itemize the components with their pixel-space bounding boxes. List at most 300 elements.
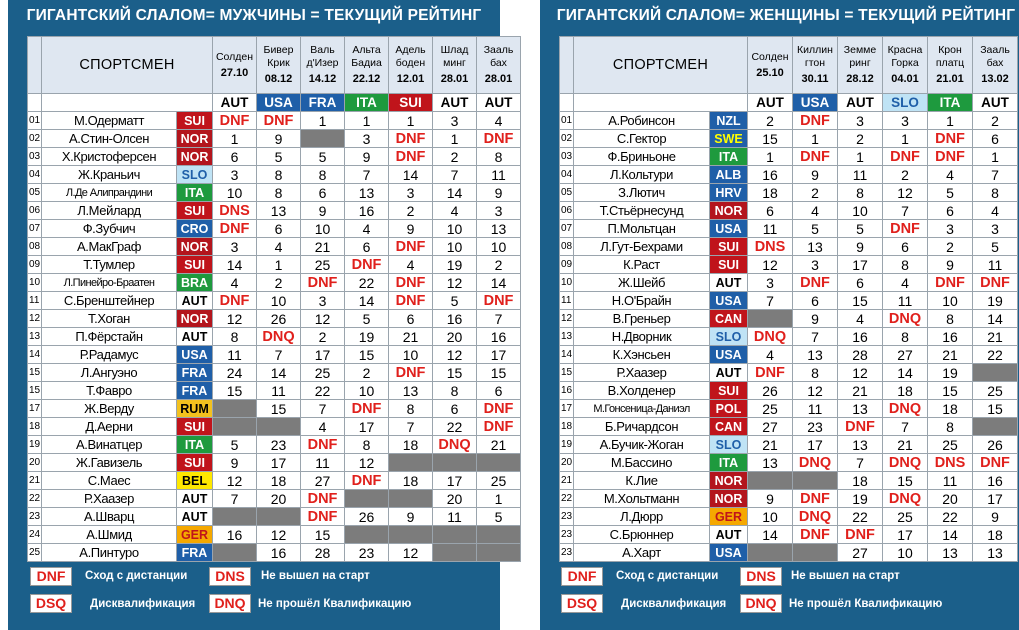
result-cell: 1 bbox=[748, 148, 793, 166]
result-cell: 10 bbox=[433, 238, 477, 256]
result-cell: 11 bbox=[793, 400, 838, 418]
race-header-3 bbox=[883, 37, 928, 94]
rank-number: 06 bbox=[560, 202, 574, 220]
result-cell: DNF bbox=[345, 400, 389, 418]
table-row bbox=[28, 310, 521, 328]
race-name: Солден bbox=[751, 50, 789, 63]
athlete-name: Л.Пинейро-Браатен bbox=[42, 274, 177, 292]
result-cell: 7 bbox=[301, 400, 345, 418]
result-cell: 17 bbox=[301, 346, 345, 364]
nation-badge: HRV bbox=[710, 184, 748, 202]
athlete-name: Ж.Гавизель bbox=[42, 454, 177, 472]
result-cell: 25 bbox=[748, 400, 793, 418]
table-row bbox=[560, 490, 1018, 508]
men-panel bbox=[8, 0, 514, 630]
rank-number: 05 bbox=[28, 184, 42, 202]
result-cell: 12 bbox=[433, 346, 477, 364]
athlete-name: В.Греньер bbox=[574, 310, 710, 328]
legend-dsq-badge: DSQ bbox=[30, 594, 72, 613]
athlete-name: А.Шмид bbox=[42, 526, 177, 544]
table-row bbox=[28, 328, 521, 346]
result-cell: DNQ bbox=[793, 508, 838, 526]
result-cell: 15 bbox=[433, 364, 477, 382]
code-row-spacer bbox=[574, 94, 748, 112]
table-row bbox=[28, 148, 521, 166]
race-header-2 bbox=[301, 37, 345, 94]
nation-badge: ITA bbox=[710, 148, 748, 166]
nation-badge: USA bbox=[710, 220, 748, 238]
athlete-name: А.Бучик-Жоган bbox=[574, 436, 710, 454]
nation-badge: AUT bbox=[710, 526, 748, 544]
result-cell: DNF bbox=[793, 148, 838, 166]
athlete-name: А.Харт bbox=[574, 544, 710, 562]
table-row bbox=[28, 274, 521, 292]
result-cell: 5 bbox=[793, 220, 838, 238]
result-cell: 1 bbox=[793, 130, 838, 148]
result-cell: 17 bbox=[973, 490, 1018, 508]
table-row bbox=[560, 238, 1018, 256]
result-cell: 14 bbox=[389, 166, 433, 184]
rank-number: 02 bbox=[560, 130, 574, 148]
result-cell: DNF bbox=[883, 220, 928, 238]
nation-badge: BEL bbox=[177, 472, 213, 490]
legend-dns-badge: DNS bbox=[209, 567, 251, 586]
rank-number: 03 bbox=[28, 148, 42, 166]
result-cell: 16 bbox=[213, 526, 257, 544]
table-row bbox=[560, 184, 1018, 202]
result-cell: 8 bbox=[301, 166, 345, 184]
result-cell: 17 bbox=[883, 526, 928, 544]
athlete-column-header: СПОРТСМЕН bbox=[42, 37, 213, 94]
result-cell: 5 bbox=[477, 508, 521, 526]
result-cell: 12 bbox=[389, 544, 433, 562]
result-cell: 4 bbox=[257, 238, 301, 256]
result-cell bbox=[389, 454, 433, 472]
result-cell: DNS bbox=[748, 238, 793, 256]
result-cell: DNF bbox=[389, 292, 433, 310]
result-cell: 8 bbox=[973, 184, 1018, 202]
result-cell bbox=[973, 418, 1018, 436]
nation-badge: SLO bbox=[710, 436, 748, 454]
result-cell: 3 bbox=[477, 202, 521, 220]
athlete-name: А.Шварц bbox=[42, 508, 177, 526]
result-cell: 13 bbox=[477, 220, 521, 238]
result-cell: DNF bbox=[838, 418, 883, 436]
nation-badge: ITA bbox=[177, 184, 213, 202]
result-cell bbox=[213, 418, 257, 436]
result-cell: 9 bbox=[389, 220, 433, 238]
athlete-name: Л.Мейлард bbox=[42, 202, 177, 220]
rank-number: 06 bbox=[28, 202, 42, 220]
race-name: Зааль бах bbox=[483, 44, 514, 69]
result-cell: 2 bbox=[793, 184, 838, 202]
result-cell: 7 bbox=[793, 328, 838, 346]
athlete-name: Л.Гут-Бехрами bbox=[574, 238, 710, 256]
nation-badge: NZL bbox=[710, 112, 748, 130]
rank-number: 01 bbox=[560, 112, 574, 130]
result-cell: 3 bbox=[213, 166, 257, 184]
result-cell: 6 bbox=[213, 148, 257, 166]
result-cell: 3 bbox=[301, 292, 345, 310]
athlete-name: Т.Тумлер bbox=[42, 256, 177, 274]
result-cell: 15 bbox=[213, 382, 257, 400]
legend-dsq-badge-women: DSQ bbox=[561, 594, 603, 613]
result-cell: 13 bbox=[345, 184, 389, 202]
athlete-name: С.Маес bbox=[42, 472, 177, 490]
result-cell: DNF bbox=[389, 238, 433, 256]
result-cell: 14 bbox=[213, 256, 257, 274]
nation-badge: SUI bbox=[177, 256, 213, 274]
result-cell: DNF bbox=[345, 256, 389, 274]
result-cell: 1 bbox=[257, 256, 301, 274]
result-cell: 5 bbox=[433, 292, 477, 310]
result-cell: 6 bbox=[748, 202, 793, 220]
result-cell: 12 bbox=[213, 472, 257, 490]
result-cell: 20 bbox=[433, 490, 477, 508]
nation-badge: NOR bbox=[177, 148, 213, 166]
legend-dnq-text: Не прошёл Квалификацию bbox=[258, 598, 412, 610]
result-cell: 14 bbox=[433, 184, 477, 202]
athlete-name: Т.Фавро bbox=[42, 382, 177, 400]
result-cell: 1 bbox=[301, 112, 345, 130]
result-cell: 12 bbox=[793, 382, 838, 400]
result-cell: 14 bbox=[973, 310, 1018, 328]
result-cell: DNF bbox=[793, 112, 838, 130]
athlete-name: М.Бассино bbox=[574, 454, 710, 472]
result-cell: 16 bbox=[838, 328, 883, 346]
result-cell: 14 bbox=[883, 364, 928, 382]
result-cell: DNS bbox=[213, 202, 257, 220]
table-row bbox=[560, 256, 1018, 274]
table-row bbox=[28, 346, 521, 364]
table-row bbox=[28, 112, 521, 130]
table-row bbox=[560, 544, 1018, 562]
result-cell: 26 bbox=[973, 436, 1018, 454]
result-cell: 2 bbox=[928, 238, 973, 256]
rank-number: 23 bbox=[560, 544, 574, 562]
result-cell: 10 bbox=[433, 220, 477, 238]
corner-cell bbox=[560, 37, 574, 94]
rank-number: 14 bbox=[560, 346, 574, 364]
result-cell bbox=[213, 544, 257, 562]
result-cell: 11 bbox=[748, 220, 793, 238]
result-cell bbox=[345, 526, 389, 544]
women-ranking-table bbox=[559, 36, 1018, 562]
nation-badge: FRA bbox=[177, 382, 213, 400]
result-cell: DNF bbox=[793, 274, 838, 292]
race-header-2 bbox=[838, 37, 883, 94]
result-cell: 20 bbox=[257, 490, 301, 508]
race-header-3 bbox=[345, 37, 389, 94]
result-cell: 15 bbox=[883, 472, 928, 490]
athlete-name: Л.Дюрр bbox=[574, 508, 710, 526]
result-cell: 10 bbox=[477, 238, 521, 256]
table-row bbox=[560, 454, 1018, 472]
result-cell: 11 bbox=[838, 166, 883, 184]
table-row bbox=[28, 202, 521, 220]
legend-dnf-text-women: Сход с дистанции bbox=[616, 570, 719, 582]
result-cell bbox=[793, 544, 838, 562]
race-name: Крон платц bbox=[935, 44, 965, 69]
result-cell: 9 bbox=[748, 490, 793, 508]
table-row bbox=[28, 436, 521, 454]
race-country-code: AUT bbox=[838, 94, 883, 112]
race-country-code: SUI bbox=[389, 94, 433, 112]
result-cell: 11 bbox=[973, 256, 1018, 274]
result-cell: DNF bbox=[928, 148, 973, 166]
result-cell bbox=[257, 508, 301, 526]
result-cell: 16 bbox=[973, 472, 1018, 490]
table-row bbox=[28, 544, 521, 562]
result-cell: 18 bbox=[883, 382, 928, 400]
athlete-name: С.Гектор bbox=[574, 130, 710, 148]
result-cell: 3 bbox=[838, 112, 883, 130]
nation-badge: CAN bbox=[710, 310, 748, 328]
result-cell: 10 bbox=[345, 382, 389, 400]
result-cell: 2 bbox=[257, 274, 301, 292]
athlete-name: Л.Кольтури bbox=[574, 166, 710, 184]
result-cell: 2 bbox=[301, 328, 345, 346]
nation-badge: NOR bbox=[710, 472, 748, 490]
athlete-name: А.Пинтуро bbox=[42, 544, 177, 562]
result-cell: 11 bbox=[928, 472, 973, 490]
race-country-code: AUT bbox=[748, 94, 793, 112]
rank-number: 16 bbox=[560, 382, 574, 400]
result-cell: 17 bbox=[477, 346, 521, 364]
result-cell: 7 bbox=[477, 310, 521, 328]
result-cell: 21 bbox=[748, 436, 793, 454]
athlete-name: Д.Аерни bbox=[42, 418, 177, 436]
result-cell: 4 bbox=[389, 256, 433, 274]
table-row bbox=[560, 130, 1018, 148]
result-cell: 16 bbox=[928, 328, 973, 346]
result-cell: DNF bbox=[389, 148, 433, 166]
result-cell: 21 bbox=[477, 436, 521, 454]
result-cell: 5 bbox=[301, 148, 345, 166]
table-row bbox=[28, 526, 521, 544]
rank-number: 08 bbox=[28, 238, 42, 256]
result-cell: 15 bbox=[973, 400, 1018, 418]
rank-number: 23 bbox=[28, 508, 42, 526]
result-cell: 4 bbox=[477, 112, 521, 130]
result-cell: 18 bbox=[389, 436, 433, 454]
result-cell: 3 bbox=[793, 256, 838, 274]
result-cell: 5 bbox=[257, 148, 301, 166]
rank-number: 13 bbox=[560, 328, 574, 346]
result-cell: 18 bbox=[748, 184, 793, 202]
result-cell: 15 bbox=[928, 382, 973, 400]
result-cell: 13 bbox=[973, 544, 1018, 562]
result-cell: DNF bbox=[257, 112, 301, 130]
nation-badge: SLO bbox=[710, 328, 748, 346]
result-cell: 4 bbox=[883, 274, 928, 292]
legend-dnf-badge-women: DNF bbox=[561, 567, 603, 586]
table-row bbox=[560, 274, 1018, 292]
result-cell: 27 bbox=[883, 346, 928, 364]
result-cell: 2 bbox=[973, 112, 1018, 130]
result-cell: 8 bbox=[928, 310, 973, 328]
result-cell: 16 bbox=[433, 310, 477, 328]
result-cell: 6 bbox=[973, 130, 1018, 148]
race-name: Альта Бадиа bbox=[351, 44, 382, 69]
race-country-code: AUT bbox=[433, 94, 477, 112]
women-title: ГИГАНТСКИЙ СЛАЛОМ= ЖЕНЩИНЫ = ТЕКУЩИЙ РЕЙТИНГ bbox=[556, 7, 1016, 24]
athlete-name: Т.Стьёрнесунд bbox=[574, 202, 710, 220]
race-name: Земме ринг bbox=[843, 44, 877, 69]
result-cell bbox=[748, 544, 793, 562]
result-cell: 14 bbox=[345, 292, 389, 310]
result-cell: 25 bbox=[477, 472, 521, 490]
result-cell: 9 bbox=[389, 508, 433, 526]
result-cell: 7 bbox=[973, 166, 1018, 184]
result-cell: 7 bbox=[748, 292, 793, 310]
race-header-1 bbox=[257, 37, 301, 94]
rank-number: 23 bbox=[560, 508, 574, 526]
corner-cell bbox=[28, 37, 42, 94]
result-cell: 9 bbox=[301, 202, 345, 220]
result-cell: 7 bbox=[883, 202, 928, 220]
result-cell: DNF bbox=[477, 418, 521, 436]
result-cell bbox=[345, 490, 389, 508]
result-cell: DNQ bbox=[257, 328, 301, 346]
athlete-name: М.Гонсеница-Даниэл bbox=[574, 400, 710, 418]
race-header-0 bbox=[748, 37, 793, 94]
result-cell: 9 bbox=[838, 238, 883, 256]
result-cell: 10 bbox=[389, 346, 433, 364]
result-cell: 15 bbox=[257, 400, 301, 418]
result-cell: 2 bbox=[477, 256, 521, 274]
result-cell: 3 bbox=[345, 130, 389, 148]
result-cell: 22 bbox=[433, 418, 477, 436]
result-cell: DNF bbox=[301, 436, 345, 454]
table-row bbox=[560, 418, 1018, 436]
result-cell: 17 bbox=[433, 472, 477, 490]
table-row bbox=[560, 220, 1018, 238]
table-row bbox=[560, 328, 1018, 346]
result-cell: 11 bbox=[883, 292, 928, 310]
nation-badge: GER bbox=[710, 508, 748, 526]
result-cell: 2 bbox=[345, 364, 389, 382]
result-cell: 20 bbox=[433, 328, 477, 346]
result-cell: 10 bbox=[257, 292, 301, 310]
result-cell: DNF bbox=[883, 148, 928, 166]
rank-number: 01 bbox=[28, 112, 42, 130]
table-row bbox=[28, 382, 521, 400]
result-cell: 4 bbox=[213, 274, 257, 292]
table-row bbox=[28, 508, 521, 526]
nation-badge: RUM bbox=[177, 400, 213, 418]
table-row bbox=[560, 112, 1018, 130]
result-cell: 15 bbox=[477, 364, 521, 382]
athlete-name: З.Лютич bbox=[574, 184, 710, 202]
result-cell: DNF bbox=[973, 274, 1018, 292]
table-row bbox=[560, 382, 1018, 400]
nation-badge: SUI bbox=[710, 382, 748, 400]
athlete-name: М.Одерматт bbox=[42, 112, 177, 130]
race-country-code: FRA bbox=[301, 94, 345, 112]
result-cell: 17 bbox=[257, 454, 301, 472]
result-cell: DNF bbox=[345, 472, 389, 490]
result-cell: 13 bbox=[838, 436, 883, 454]
result-cell: 11 bbox=[301, 454, 345, 472]
athlete-name: Р.Хаазер bbox=[574, 364, 710, 382]
race-date: 14.12 bbox=[308, 73, 337, 85]
athlete-name: Л.Де Алипрандини bbox=[42, 184, 177, 202]
athlete-name: Б.Ричардсон bbox=[574, 418, 710, 436]
table-row bbox=[28, 256, 521, 274]
result-cell: 10 bbox=[928, 292, 973, 310]
result-cell: DNQ bbox=[793, 454, 838, 472]
result-cell: 1 bbox=[973, 148, 1018, 166]
result-cell: 25 bbox=[928, 436, 973, 454]
result-cell: DNF bbox=[748, 364, 793, 382]
result-cell: 19 bbox=[928, 364, 973, 382]
athlete-name: Т.Хоган bbox=[42, 310, 177, 328]
result-cell: 18 bbox=[928, 400, 973, 418]
nation-badge: NOR bbox=[710, 490, 748, 508]
nation-badge: USA bbox=[710, 544, 748, 562]
result-cell: 21 bbox=[301, 238, 345, 256]
nation-badge: FRA bbox=[177, 544, 213, 562]
athlete-name: К.Раст bbox=[574, 256, 710, 274]
result-cell bbox=[213, 400, 257, 418]
race-name: Солден bbox=[215, 50, 254, 63]
result-cell: DNQ bbox=[433, 436, 477, 454]
result-cell: DNF bbox=[973, 454, 1018, 472]
result-cell: 13 bbox=[748, 454, 793, 472]
nation-badge: AUT bbox=[177, 490, 213, 508]
result-cell: 1 bbox=[477, 490, 521, 508]
race-date: 22.12 bbox=[352, 73, 381, 85]
men-table-wrap bbox=[27, 36, 521, 562]
race-name: Киллин гтон bbox=[797, 44, 833, 69]
result-cell: 16 bbox=[477, 328, 521, 346]
nation-badge: USA bbox=[710, 346, 748, 364]
athlete-name: Р.Хаазер bbox=[42, 490, 177, 508]
rank-number: 18 bbox=[560, 418, 574, 436]
result-cell: 4 bbox=[838, 310, 883, 328]
athlete-name: К.Лие bbox=[574, 472, 710, 490]
rank-number: 24 bbox=[28, 526, 42, 544]
nation-badge: NOR bbox=[710, 202, 748, 220]
race-header-5 bbox=[973, 37, 1018, 94]
result-cell: 19 bbox=[433, 256, 477, 274]
result-cell: 12 bbox=[345, 454, 389, 472]
nation-badge: BRA bbox=[177, 274, 213, 292]
race-date: 04.01 bbox=[891, 73, 919, 85]
result-cell: 18 bbox=[257, 472, 301, 490]
race-date: 21.01 bbox=[936, 73, 964, 85]
rank-number: 02 bbox=[28, 130, 42, 148]
athlete-name: Р.Радамус bbox=[42, 346, 177, 364]
race-header-4 bbox=[389, 37, 433, 94]
result-cell: 3 bbox=[433, 112, 477, 130]
table-row bbox=[560, 436, 1018, 454]
athlete-name: А.Винатцер bbox=[42, 436, 177, 454]
men-title: ГИГАНТСКИЙ СЛАЛОМ= МУЖЧИНЫ = ТЕКУЩИЙ РЕЙТИНГ bbox=[26, 7, 482, 24]
rank-number: 20 bbox=[560, 454, 574, 472]
result-cell: 22 bbox=[301, 382, 345, 400]
legend-dnf-text: Сход с дистанции bbox=[85, 570, 188, 582]
result-cell: 27 bbox=[838, 544, 883, 562]
result-cell: 22 bbox=[928, 508, 973, 526]
result-cell: 14 bbox=[928, 526, 973, 544]
race-country-code: AUT bbox=[973, 94, 1018, 112]
result-cell: 15 bbox=[838, 292, 883, 310]
race-country-code: USA bbox=[257, 94, 301, 112]
result-cell: DNQ bbox=[883, 490, 928, 508]
result-cell bbox=[477, 544, 521, 562]
